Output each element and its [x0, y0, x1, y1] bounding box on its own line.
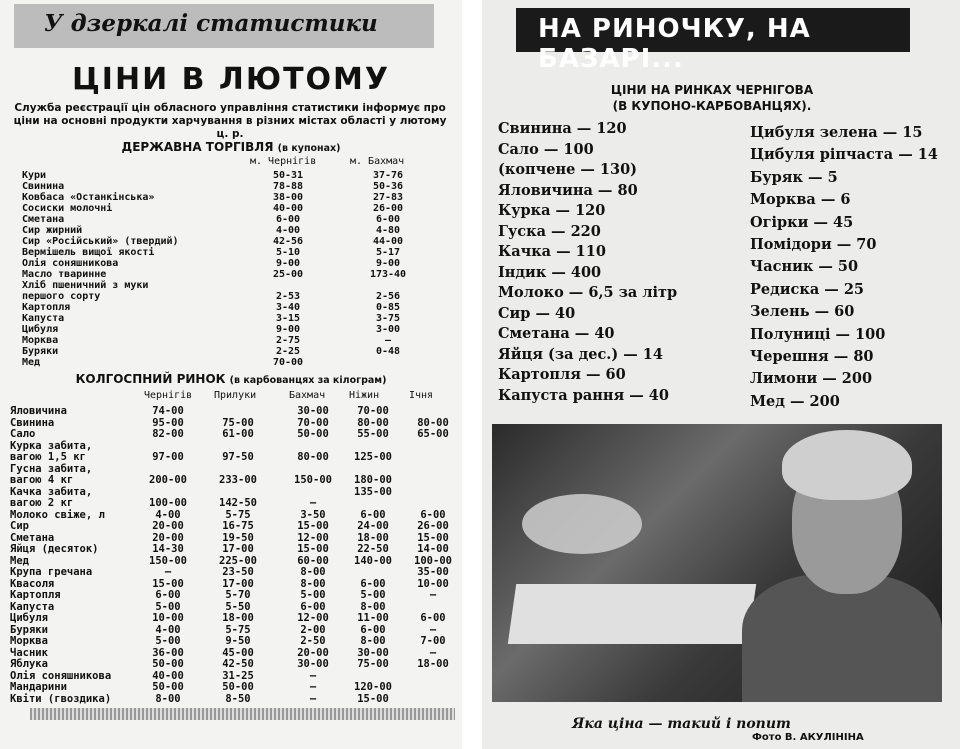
price-item: Сметана — 40 — [498, 325, 615, 342]
state-heading-text: ДЕРЖАВНА ТОРГІВЛЯ — [121, 140, 274, 154]
price-item: Часник — 50 — [750, 258, 859, 276]
market-value: — — [429, 589, 437, 601]
market-value: — — [429, 623, 437, 636]
market-value: 36-00 — [152, 646, 184, 659]
article-intro: Служба реєстрації цін обласного управління статистики інформує про ціни на основні продукти харчування в різних містах області у лютому ц. р. — [13, 102, 447, 140]
row-name: Мед — [10, 554, 29, 567]
price-item: Сир — 40 — [498, 304, 576, 322]
table-row — [0, 181, 462, 192]
market-value: 97-00 — [152, 451, 184, 463]
market-value: 100-00 — [149, 497, 187, 509]
value-bakhmach: 3-00 — [375, 324, 401, 335]
table-row — [0, 269, 462, 280]
market-col-0: Чернігів — [144, 390, 193, 401]
market-value: 100-00 — [414, 554, 452, 567]
row-name: Квіти (гвоздика) — [10, 692, 112, 705]
price-item: Буряк — 5 — [750, 168, 838, 186]
market-photo — [492, 424, 942, 702]
market-value: 225-00 — [219, 554, 257, 567]
row-name: Молоко свіже, л — [10, 508, 105, 521]
market-value: — — [164, 566, 172, 578]
market-unit: (в карбованцях за кілограм) — [229, 375, 387, 386]
table-row — [0, 324, 462, 335]
market-value: 5-00 — [360, 589, 386, 601]
market-value: 23-50 — [222, 566, 254, 578]
row-name: Сметана — [22, 214, 65, 225]
row-name: першого сорту — [22, 291, 101, 302]
market-value: 15-00 — [297, 520, 329, 532]
row-name: Цибуля — [10, 612, 48, 624]
value-bakhmach: 4-80 — [375, 225, 401, 236]
bottom-rule — [30, 708, 455, 720]
market-value: 30-00 — [297, 405, 329, 417]
market-value: 8-00 — [360, 600, 386, 613]
row-name: Вермішель вищої якості — [22, 247, 155, 258]
market-value: 8-00 — [360, 635, 386, 647]
market-value: 12-00 — [297, 531, 329, 544]
price-item: Курка — 120 — [498, 202, 606, 219]
row-name: Морква — [22, 335, 59, 346]
market-value: 3-50 — [300, 508, 326, 521]
market-value: 61-00 — [222, 428, 254, 440]
market-value: 8-00 — [155, 692, 181, 705]
market-value: 95-00 — [152, 416, 184, 429]
market-col-1: Прилуки — [214, 390, 257, 401]
market-value: 19-50 — [222, 531, 254, 544]
row-name: Сир «Російський» (твердий) — [22, 236, 179, 247]
price-item: Помідори — 70 — [750, 236, 877, 253]
market-value: — — [309, 692, 317, 705]
price-item: Свинина — 120 — [498, 120, 627, 137]
price-item: Картопля — 60 — [498, 366, 626, 383]
price-item: Черешня — 80 — [750, 348, 874, 365]
market-value: 8-00 — [300, 577, 326, 590]
market-value: 10-00 — [152, 612, 184, 624]
market-value: 50-00 — [297, 428, 329, 440]
value-chernihiv: 40-00 — [272, 203, 304, 214]
market-value: 8-00 — [300, 566, 326, 578]
market-value: 75-00 — [357, 658, 389, 670]
row-name: Сир — [10, 520, 29, 532]
row-name: Кури — [22, 170, 47, 181]
market-value: 142-50 — [219, 497, 257, 509]
table-row — [0, 247, 462, 258]
table-row — [0, 302, 462, 313]
row-name: Картопля — [10, 589, 61, 601]
market-banner-text: НА РИНОЧКУ, НА БАЗАРІ... — [538, 14, 811, 74]
market-value: 18-00 — [222, 612, 254, 624]
row-name: Морква — [10, 635, 48, 647]
market-value: 15-00 — [357, 692, 389, 705]
table-row — [0, 280, 462, 291]
value-chernihiv: 78-88 — [272, 181, 304, 192]
market-value: — — [309, 497, 317, 509]
market-value: 6-00 — [360, 623, 386, 636]
table-row — [0, 258, 462, 269]
market-value: 125-00 — [354, 451, 392, 463]
subtitle-line2: (В КУПОНО-КАРБОВАНЦЯХ). — [612, 99, 812, 113]
market-value: 10-00 — [417, 577, 449, 590]
right-article — [482, 0, 960, 749]
market-value: — — [309, 669, 317, 682]
value-bakhmach: 44-00 — [372, 236, 404, 247]
market-value: 70-00 — [357, 405, 389, 417]
value-bakhmach: 50-36 — [372, 181, 404, 192]
value-chernihiv: 3-40 — [275, 302, 301, 313]
row-name: Хліб пшеничний з муки — [22, 280, 149, 291]
market-value: 2-00 — [300, 623, 326, 636]
market-value: 5-70 — [225, 589, 251, 601]
table-row — [0, 313, 462, 324]
row-name: Капуста — [22, 313, 65, 324]
price-item: Зелень — 60 — [750, 303, 855, 321]
price-item: Яловичина — 80 — [498, 181, 638, 199]
value-bakhmach: 2-56 — [375, 291, 401, 302]
market-value: 45-00 — [222, 646, 254, 659]
state-col-bakhmach: м. Бахмач — [350, 156, 405, 167]
table-row — [0, 346, 462, 357]
market-value: 14-30 — [152, 543, 184, 555]
market-value: 75-00 — [222, 416, 254, 429]
row-name: вагою 1,5 кг — [10, 451, 86, 463]
value-chernihiv: 3-15 — [275, 313, 301, 324]
row-name: Яйця (десяток) — [10, 543, 99, 555]
market-heading-text: КОЛГОСПНИЙ РИНОК — [75, 372, 226, 386]
market-value: 5-50 — [225, 600, 251, 613]
value-bakhmach: 0-85 — [375, 302, 401, 313]
table-row — [0, 225, 462, 236]
market-value: 120-00 — [354, 681, 392, 693]
market-value: 2-50 — [300, 635, 326, 647]
market-value: 14-00 — [417, 543, 449, 555]
row-name: Олія соняшникова — [10, 669, 112, 682]
row-name: Яблука — [10, 658, 48, 670]
table-row — [0, 203, 462, 214]
row-name: Свинина — [22, 181, 65, 192]
market-value: 97-50 — [222, 451, 254, 463]
state-col-chernihiv: м. Чернігів — [250, 156, 317, 167]
price-item: Молоко — 6,5 за літр — [498, 284, 678, 301]
subtitle-line1: ЦІНИ НА РИНКАХ ЧЕРНІГОВА — [610, 83, 814, 97]
row-name: Ковбаса «Останкінська» — [22, 192, 155, 203]
row-name: Крупа гречана — [10, 566, 93, 578]
price-item: Лимони — 200 — [750, 370, 873, 388]
value-chernihiv: 9-00 — [275, 258, 301, 269]
market-col-4: Ічня — [409, 390, 434, 401]
market-value: 17-00 — [222, 577, 254, 590]
market-value: 30-00 — [357, 646, 389, 659]
market-value: 18-00 — [357, 531, 389, 544]
table-row — [0, 236, 462, 247]
table-row — [0, 214, 462, 225]
market-value: 80-00 — [357, 416, 389, 429]
row-name: Буряки — [22, 346, 59, 357]
row-name: Капуста — [10, 600, 55, 613]
value-bakhmach: — — [384, 335, 392, 346]
market-value: 11-00 — [357, 612, 389, 624]
market-value: 7-00 — [420, 635, 446, 647]
value-chernihiv: 38-00 — [272, 192, 304, 203]
row-name: вагою 2 кг — [10, 497, 74, 509]
value-chernihiv: 9-00 — [275, 324, 301, 335]
row-name: Сало — [10, 428, 36, 440]
row-name: Сир жирний — [22, 225, 83, 236]
price-item: Сало — 100 — [498, 140, 594, 158]
market-value: 15-00 — [297, 543, 329, 555]
value-chernihiv: 25-00 — [272, 269, 304, 280]
value-chernihiv: 4-00 — [275, 225, 301, 236]
price-item: Мед — 200 — [750, 392, 840, 410]
value-bakhmach: 26-00 — [372, 203, 404, 214]
row-name: Курка забита, — [10, 439, 93, 452]
state-trade-heading — [0, 140, 462, 154]
market-value: 50-00 — [152, 658, 184, 670]
table-row — [0, 357, 462, 368]
market-value: 135-00 — [354, 485, 392, 498]
market-value: 74-00 — [152, 405, 184, 417]
table-row — [0, 170, 462, 181]
market-banner — [516, 8, 910, 74]
row-name: Масло тваринне — [22, 269, 107, 280]
market-value: 6-00 — [420, 612, 446, 624]
table-row — [0, 192, 462, 203]
value-chernihiv: 70-00 — [272, 357, 304, 368]
value-chernihiv: 42-56 — [272, 236, 304, 247]
market-value: 4-00 — [155, 623, 181, 636]
row-name: Сосиски молочні — [22, 203, 113, 214]
left-article — [0, 0, 462, 749]
market-value: 140-00 — [354, 554, 392, 567]
value-bakhmach: 5-17 — [375, 247, 401, 258]
price-item: Качка — 110 — [498, 243, 606, 260]
market-value: 80-00 — [417, 416, 449, 429]
photo-table-shape — [508, 584, 756, 644]
market-value: 180-00 — [354, 474, 392, 486]
market-value: 55-00 — [357, 428, 389, 440]
row-name: Качка забита, — [10, 485, 93, 498]
row-name: Олія соняшникова — [22, 258, 119, 269]
table-row — [0, 291, 462, 302]
row-name: Яловичина — [10, 405, 67, 417]
column-gutter — [462, 0, 482, 749]
market-value: 6-00 — [300, 600, 326, 613]
market-value: 80-00 — [297, 451, 329, 463]
market-value: 6-00 — [155, 589, 181, 601]
article-title: ЦІНИ В ЛЮТОМУ — [71, 62, 391, 97]
price-item: Гуска — 220 — [498, 222, 601, 240]
market-value: 233-00 — [219, 474, 257, 486]
price-item: (копчене — 130) — [498, 161, 638, 178]
row-name: Цибуля — [22, 324, 59, 335]
price-item: Капуста рання — 40 — [498, 386, 669, 404]
market-value: 22-50 — [357, 543, 389, 555]
row-name: Картопля — [22, 302, 71, 313]
market-value: 20-00 — [152, 531, 184, 544]
market-value: 30-00 — [297, 658, 329, 670]
value-bakhmach: 173-40 — [369, 269, 407, 280]
market-value: 5-75 — [225, 508, 251, 521]
value-bakhmach: 27-83 — [372, 192, 404, 203]
market-value: 5-00 — [300, 589, 326, 601]
market-value: 70-00 — [297, 416, 329, 429]
market-value: 200-00 — [149, 474, 187, 486]
price-item: Редиска — 25 — [750, 280, 865, 298]
section-banner — [14, 4, 434, 48]
value-chernihiv: 2-53 — [275, 291, 301, 302]
market-value: 31-25 — [222, 669, 254, 682]
row-name: Гусна забита, — [10, 462, 93, 475]
price-item: Цибуля ріпчаста — 14 — [750, 146, 938, 164]
banner-text: У дзеркалі статистики — [44, 10, 378, 37]
market-value: 35-00 — [417, 566, 449, 578]
photo-credit: Фото В. АКУЛІНІНА — [752, 732, 864, 743]
value-bakhmach: 37-76 — [372, 170, 404, 181]
market-heading — [0, 372, 462, 386]
market-value: 6-00 — [360, 508, 386, 521]
photo-hair-shape — [782, 430, 912, 500]
market-value: 150-00 — [294, 474, 332, 486]
value-chernihiv: 50-31 — [272, 170, 304, 181]
market-value: 5-75 — [225, 623, 251, 636]
market-value: 12-00 — [297, 612, 329, 624]
market-value: 4-00 — [155, 508, 181, 521]
market-value: 26-00 — [417, 520, 449, 532]
row-name: Свинина — [10, 416, 55, 429]
state-unit: (в купонах) — [277, 143, 341, 154]
value-bakhmach: 3-75 — [375, 313, 401, 324]
price-item: Яйця (за дес.) — 14 — [498, 345, 663, 363]
market-value: 5-00 — [155, 600, 181, 613]
row-name: вагою 4 кг — [10, 474, 74, 486]
value-chernihiv: 2-25 — [275, 346, 301, 357]
price-item: Індик — 400 — [498, 263, 602, 281]
table-row — [0, 335, 462, 346]
row-name: Часник — [10, 646, 48, 659]
market-value: 150-00 — [149, 554, 187, 567]
value-chernihiv: 6-00 — [275, 214, 301, 225]
photo-scale-shape — [522, 494, 642, 554]
value-bakhmach: 0-48 — [375, 346, 401, 357]
market-value: 6-00 — [420, 508, 446, 521]
market-value: 65-00 — [417, 428, 449, 440]
value-chernihiv: 2-75 — [275, 335, 301, 346]
market-value: 20-00 — [152, 520, 184, 532]
market-value: 5-00 — [155, 635, 181, 647]
market-value: 17-00 — [222, 543, 254, 555]
row-name: Буряки — [10, 623, 48, 636]
market-subtitle — [542, 82, 882, 114]
market-value: 6-00 — [360, 577, 386, 590]
price-item: Огірки — 45 — [750, 213, 854, 231]
photo-caption: Яка ціна — такий і попит — [572, 716, 791, 732]
value-chernihiv: 5-10 — [275, 247, 301, 258]
row-name: Сметана — [10, 531, 55, 544]
price-item: Полуниці — 100 — [750, 325, 886, 343]
market-value: 8-50 — [225, 692, 251, 705]
price-item: Цибуля зелена — 15 — [750, 124, 923, 141]
market-value: 60-00 — [297, 554, 329, 567]
market-value: — — [309, 681, 317, 693]
market-col-2: Бахмач — [289, 390, 326, 401]
market-value: 15-00 — [417, 531, 449, 544]
row-name: Мед — [22, 357, 41, 368]
row-name: Мандарини — [10, 681, 67, 693]
price-item: Морква — 6 — [750, 191, 851, 209]
market-value: 9-50 — [225, 635, 251, 647]
market-value: — — [429, 646, 437, 659]
market-value: 20-00 — [297, 646, 329, 659]
market-value: 16-75 — [222, 520, 254, 532]
value-bakhmach: 6-00 — [375, 214, 401, 225]
market-col-3: Ніжин — [349, 390, 380, 401]
market-value: 40-00 — [152, 669, 184, 682]
row-name: Квасоля — [10, 577, 55, 590]
market-value: 18-00 — [417, 658, 449, 670]
market-value: 50-00 — [222, 681, 254, 693]
market-value: 24-00 — [357, 520, 389, 532]
market-value: 15-00 — [152, 577, 184, 590]
market-value: 42-50 — [222, 658, 254, 670]
market-value: 82-00 — [152, 428, 184, 440]
value-bakhmach: 9-00 — [375, 258, 401, 269]
market-value: 50-00 — [152, 681, 184, 693]
